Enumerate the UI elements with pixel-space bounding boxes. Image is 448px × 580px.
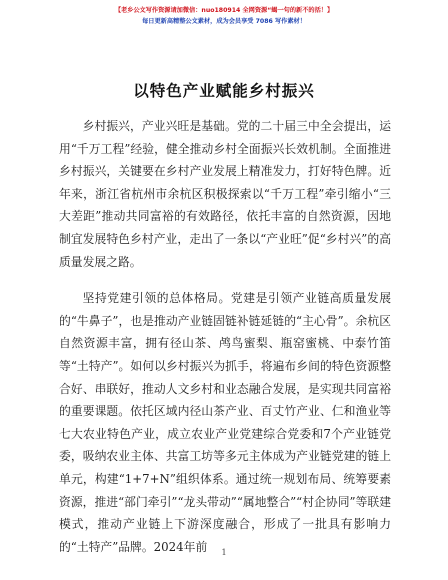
page-number: 1 (221, 548, 227, 557)
promo-banner-red: 【老乡公文写作资源请加微信：nuo180914 全网资源“蝎一句的新不的括！】 (114, 7, 334, 14)
document-body (59, 115, 391, 558)
promo-banner-blue: 每日更新高精整公文素材，成为会员享受 7086 写作素材！ (142, 18, 306, 25)
paragraph: 乡村振兴，产业兴旺是基础。党的二十届三中全会提出，运用“千万工程”经验，健全推动乡村全面振兴长效机制。全面推进乡村振兴，关键要在乡村产业发展上精准发力，打好特色牌。近年来，浙江省杭州市余杭区积极探索以“千万工程”牵引缩小“三大差距”推动共同富裕的有效路径，依托丰富的自然资源，因地制宜发展特色乡村产业，走出了一条以“产业旺”促“乡村兴”的高质量发展之路。 (59, 119, 391, 269)
document-title: 以特色产业赋能乡村振兴 (133, 82, 315, 100)
paragraph: 坚持党建引领的总体格局。党建是引领产业链高质量发展的“牛鼻子”，也是推动产业链固链补链延链的“主心骨”。余杭区自然资源丰富，拥有径山茶、鸬鸟蜜梨、瓶窑蜜桃、中泰竹笛等“土特产”。如何以乡村振兴为抓手，将遍布乡间的特色资源整合好、串联好，推动人文乡村和业态融合发展，是实现共同富裕的重要课题。依托区域内径山茶产业、百丈竹产业、仁和渔业等七大农业特色产业，成立农业产业党建综合党委和7个产业链党委，吸纳农业主体、共富工坊等多元主体成为产业链党建的链上单元，构建“1+7+N”组织体系。通过统一规划布局、统筹要素资源，推进“部门牵引”“龙头带动”“属地整合”“村企协同”等联建模式，推动产业链上下游深度融合，形成了一批具有影响力的“土特产”品牌。2024年前 (59, 291, 391, 554)
